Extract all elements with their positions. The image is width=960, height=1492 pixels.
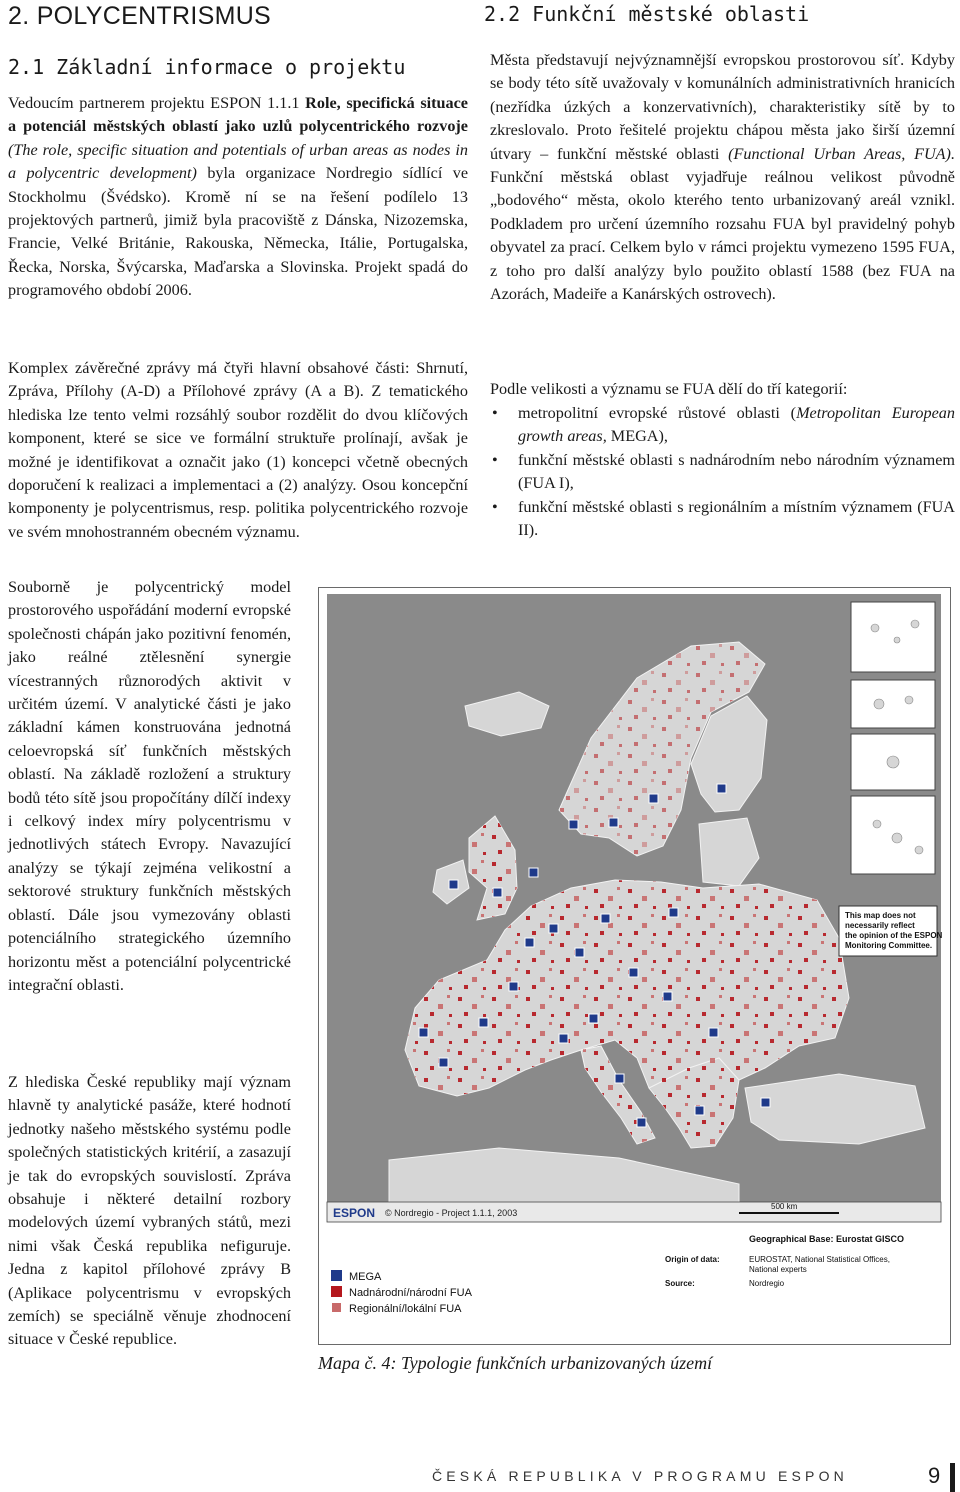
mega-marker (615, 1074, 624, 1083)
fua-category-fua1: • funkční městské oblasti s nadnárodním nebo národním významem (FUA I), (490, 449, 955, 496)
inset-box (851, 680, 935, 728)
fua-category-list (490, 402, 955, 542)
fua-category-mega: • metropolitní evropské růstové oblasti (Metropolitan European growth areas, MEGA), (490, 402, 955, 449)
svg-text:Monitoring Committee.: Monitoring Committee. (845, 941, 933, 950)
mega-marker (629, 968, 638, 977)
mega-marker (493, 888, 502, 897)
mega-marker (479, 1018, 488, 1027)
svg-text:National experts: National experts (749, 1265, 807, 1274)
legend-mega-label: MEGA (349, 1271, 382, 1283)
mega-marker (529, 868, 538, 877)
mega-marker (575, 948, 584, 957)
disclaimer-text: This map does not (845, 911, 916, 920)
source-label: Source: (665, 1279, 695, 1288)
fua-categories-intro: Podle velikosti a významu se FUA dělí do tří kategorií: (490, 380, 848, 398)
mega-marker (709, 1028, 718, 1037)
legend-fua2-label: Regionální/lokální FUA (349, 1303, 462, 1315)
map-caption: Mapa č. 4: Typologie funkčních urbanizovaných území (318, 1353, 713, 1373)
mega-marker (649, 794, 658, 803)
mega-marker (609, 818, 618, 827)
mega-marker (637, 1118, 646, 1127)
report-paragraph: Komplex závěrečné zprávy má čtyři hlavní obsahové části: Shrnutí, Zpráva, Přílohy (A-D) a Přílohové zprávy (A a B). Z tematického hlediska lze tento velmi rozsáhlý soubor rozdělit do dvou klíčových komponent, které se sice ve formální struktuře prolínají, avšak je možné je identifikovat a označit jako (1) koncepci včetně obecných doporučení k realizaci a implementaci a (2) analýzy. Osou koncepční komponenty je polycentrismus, resp. politika polycentrického rozvoje ve svém mnohostranném obecném významu. (8, 359, 468, 541)
mega-marker (419, 1028, 428, 1037)
inset-box (851, 602, 935, 672)
mega-marker (569, 820, 578, 829)
footer-corner-bar (950, 1463, 955, 1492)
section-heading-fua: 2.2 Funkční městské oblasti (484, 2, 810, 26)
project-title: Role, specifická situace a potenciál městských oblastí jako uzlů polycentrického rozvoje (8, 94, 468, 136)
intro-paragraph: Vedoucím partnerem projektu ESPON 1.1.1 Role, specifická situace a potenciál městských oblastí jako uzlů polycentrického rozvoje (The role, specific situation and potentials of urban areas as nodes in a polycentric development) byla organizace Nordregio sídlící ve Stockholmu (Švédsko). Kromě ní se na řešení podílelo 13 projektových partnerů, jimiž byla pracoviště z Dánska, Nizozemska, Francie, Velké Británie, Rakouska, Německa, Itálie, Portugalska, Řecka, Norska, Švýcarska, Maďarska a Slovinska. Projekt spadá do programového období 2006. (8, 94, 468, 300)
mega-marker (525, 938, 534, 947)
mega-marker (439, 1058, 448, 1067)
footer-running-title: ČESKÁ REPUBLIKA V PROGRAMU ESPON (431, 1468, 848, 1484)
svg-text:necessarily reflect: necessarily reflect (845, 921, 915, 930)
origin-label: Origin of data: (665, 1255, 720, 1264)
section-heading-basic-info: 2.1 Základní informace o projektu (8, 55, 406, 79)
mega-marker (449, 880, 458, 889)
mega-marker (589, 1014, 598, 1023)
fua-paragraph: Města představují nejvýznamnější evropskou prostorovou síť. Kdyby se body této sítě uvažovaly v komunálních administrativních hranicích (nezřídka úzkých a konzervativních), charakteristiky sítě by to zkreslovalo. Proto řešitelé projektu chápou města jako širší územní útvary – funkční městské oblasti (Functional Urban Areas, FUA). Funkční městská oblast vyjadřuje reálnou velikost původně „bodového“ města, okolo kterého tento urbanizovaný areál vznikl. Podkladem pro určení územního rozsahu FUA byl pravidelný pohyb obyvatel za prací. Celkem bylo v rámci projektu vymezeno 1595 FUA, z toho pro další analýzy bylo použito oblastí 1588 (bez FUA na Azorách, Madeiře a Kanárských ostrovech). (490, 51, 955, 304)
page-number: 9 (928, 1463, 941, 1488)
origin-value: EUROSTAT, National Statistical Offices, (749, 1255, 890, 1264)
legend-fua1-label: Nadnárodní/národní FUA (349, 1287, 472, 1299)
land-turkey (745, 1074, 925, 1144)
mega-marker (717, 784, 726, 793)
svg-text:the opinion of the ESPON: the opinion of the ESPON (845, 931, 943, 940)
fua-category-fua2: • funkční městské oblasti s regionálním a místním významem (FUA II). (490, 496, 955, 543)
project-title-english: (The role, specific situation and potentials of urban areas as nodes in a polycentric development) (8, 140, 468, 183)
map-svg (319, 588, 950, 1344)
chapter-heading: 2. POLYCENTRISMUS (8, 2, 272, 30)
espon-logo: ESPON (333, 1206, 376, 1220)
scale-label: 500 km (771, 1202, 798, 1211)
mega-marker (559, 1034, 568, 1043)
mega-marker (669, 908, 678, 917)
europe-fua-map (318, 587, 951, 1345)
legend-mega-swatch (331, 1270, 342, 1281)
mega-marker (549, 924, 558, 933)
mega-marker (601, 914, 610, 923)
nordregio-credit: © Nordregio - Project 1.1.1, 2003 (385, 1208, 518, 1218)
geographical-base: Geographical Base: Eurostat GISCO (749, 1234, 905, 1244)
source-value: Nordregio (749, 1279, 785, 1288)
mega-marker (663, 992, 672, 1001)
legend-fua2-swatch (332, 1303, 341, 1312)
mega-marker (695, 1106, 704, 1115)
legend-fua1-swatch (331, 1286, 342, 1297)
model-paragraph: Souborně je polycentrický model prostorového uspořádání moderní evropské společnosti chápán jako pozitivní fenomén, jako reálné ztělesnění synergie vícestranných různorodých aktivit v určitém území. V analytické části je jako základní kámen konstruována jednotná celoevropská síť funkčních městských oblastí. Na základě rozložení a struktury bodů této sítě jsou propočítány dílčí indexy i celkový index míry polycentrismu v jednotlivých státech Evropy. Navazující analýzy se týkají zejména velikostní a sektorové struktury funkčních městských oblastí. Dále jsou vymezovány oblasti potenciálního strategického územního horizontu měst a potenciální polycentrické integrační oblasti. (8, 578, 291, 994)
mega-marker (761, 1098, 770, 1107)
czech-republic-paragraph: Z hlediska České republiky mají význam hlavně ty analytické pasáže, které hodnotí jednotky našeho městského systému podle společných statistických kritérií, a zasazují je tak do evropských souvislostí. Zpráva obsahuje i některé detailní rozbory modelových území vybraných států, mezi nimi však Česká republika nefiguruje. Jedna z kapitol přílohové zprávy B (Aplikace polycentrismu v evropských zemích) se speciálně věnuje zhodnocení situace v České republice. (8, 1073, 291, 1349)
mega-marker (509, 982, 518, 991)
